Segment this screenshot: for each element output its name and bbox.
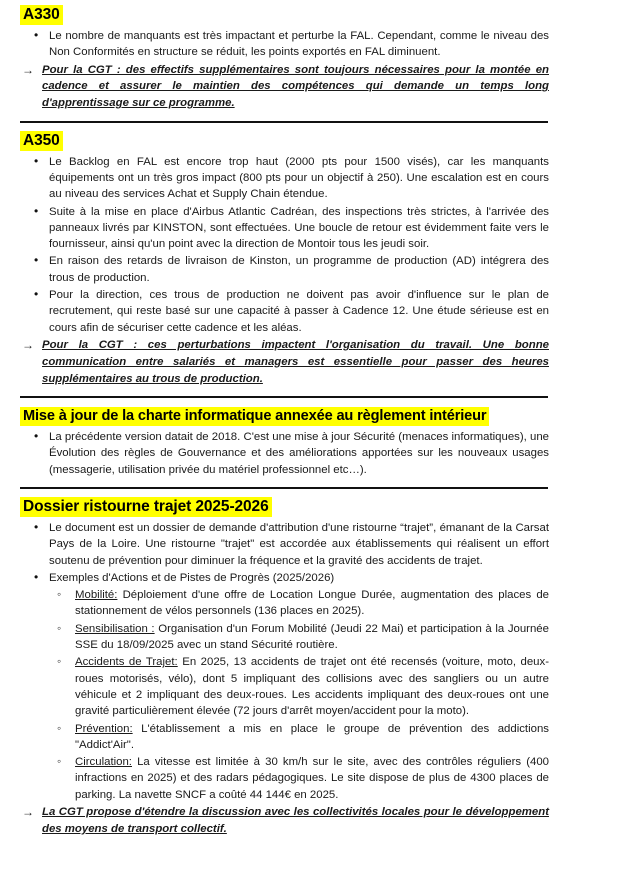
sub-item-text: Organisation d'un Forum Mobilité (Jeudi 22 Mai) et participation à la Journée SSE du 18/09/2025 avec un stand Sécurité routière. (75, 622, 549, 652)
cgt-callout-a350 (22, 337, 549, 387)
section-charte-informatique (20, 407, 549, 489)
section-a350 (20, 132, 549, 398)
sub-item-label: Circulation: (75, 756, 132, 769)
list-item: • En raison des retards de livraison de Kinston, un programme de production (AD) intégrera des trous de production. (20, 253, 549, 286)
section-divider (20, 121, 548, 123)
section-a330 (20, 6, 549, 123)
section-dossier-ristourne (20, 498, 549, 837)
section-heading-charte-text: Mise à jour de la charte informatique annexée au règlement intérieur (20, 407, 489, 426)
sub-item-text: En 2025, 13 accidents de trajet ont été recensés (voiture, moto, deux-roues motorisés, vélo), dont 5 impliquant des collisions avec des sangliers ou un autre véhicule et 2 impliquant des deux-roues. Les accidents impliquant des deux-roues ont une gravité particulièrement élevée (72 jours d'arrêt moyen/accident pour la moto). (75, 656, 549, 718)
sub-item-text: L'établissement a mis en place le groupe de prévention des addictions "Addict'Air". (75, 722, 549, 751)
arrow-right-icon: → (22, 337, 34, 352)
list-item: • Pour la direction, ces trous de production ne doivent pas avoir d'influence sur le plan de recrutement, qui reste basé sur une capacité à passer à Cadence 12. Une étude sérieuse est en cours afin de sécuriser cette cadence et les aléas. (20, 287, 549, 336)
cgt-callout-text: Pour la CGT : ces perturbations impactent l'organisation du travail. Une bonne communication entre salariés et managers est essentielle pour passer des heures supplémentaires au trous de production. (42, 338, 549, 385)
list-item: • Le Backlog en FAL est encore trop haut (2000 pts pour 1500 visés), car les manquants équipements ont un très gros impact (800 pts pour un objectif à 250). Une escalation est en cours au niveau des services Achat et Supply Chain étendue. (20, 154, 549, 203)
list-item: • La précédente version datait de 2018. C'est une mise à jour Sécurité (menaces informatiques), une Évolution des règles de Gouvernance et des améliorations apportées sur les nouveaux usages (messagerie, utilisation privée du matériel professionnel etc…). (20, 429, 549, 478)
bullet-list-ristourne (20, 520, 549, 803)
section-divider (20, 396, 548, 398)
list-item: • Le document est un dossier de demande d'attribution d'une ristourne “trajet”, émanant de la Carsat Pays de la Loire. Une ristourne "trajet" est accordée aux établissements qui réalisent un effort soutenu de prévention pour diminuer la fréquence et la gravité des accidents de trajet. (20, 520, 549, 569)
list-item (49, 754, 549, 803)
section-heading-ristourne (20, 498, 549, 516)
cgt-callout-text: La CGT propose d'étendre la discussion avec les collectivités locales pour le développement des moyens de transport collectif. (42, 806, 549, 835)
section-divider (20, 487, 548, 489)
sub-item-label: Prévention: (75, 722, 133, 735)
list-item (49, 654, 549, 719)
cgt-callout-ristourne (22, 804, 549, 838)
cgt-callout-a330 (22, 62, 549, 112)
section-heading-a330-text: A330 (20, 5, 63, 25)
sub-item-text: Déploiement d'une offre de Location Longue Durée, augmentation des places de stationnement de vélos personnels (136 places en 2025). (75, 589, 549, 618)
list-item: • Suite à la mise en place d'Airbus Atlantic Cadréan, des inspections très strictes, à l'arrivée des panneaux livrés par KINSTON, sont effectuées. Une boucle de retour est évidemment faite vers le fournisseur, ainsi qu'un point avec la direction de Montoir tous les jeudi soir. (20, 204, 549, 253)
section-heading-ristourne-text: Dossier ristourne trajet 2025-2026 (20, 497, 272, 517)
bullet-list-charte (20, 429, 549, 478)
sub-item-label: Mobilité: (75, 589, 118, 602)
sub-item-text: La vitesse est limitée à 30 km/h sur le site, avec des contrôles réguliers (400 infractions en 2025) et des radars pédagogiques. Le site dispose de plus de 4300 places de parking. La navette SNCF a coûté 44 144€ en 2025. (75, 756, 549, 801)
arrow-right-icon: → (22, 805, 34, 820)
sub-item-label: Sensibilisation : (75, 622, 155, 635)
list-item (49, 621, 549, 654)
list-item (20, 570, 549, 803)
list-item (49, 721, 549, 754)
sub-item-label: Accidents de Trajet: (75, 656, 178, 669)
section-heading-a330 (20, 6, 549, 24)
list-item-text: Exemples d'Actions et de Pistes de Progrès (2025/2026) (49, 571, 335, 584)
cgt-callout-text: Pour la CGT : des effectifs supplémentaires sont toujours nécessaires pour la montée en cadence et assurer le maintien des compétences qui demande un temps long d'apprentissage sur ce programme. (42, 63, 549, 110)
bullet-list-a330 (20, 28, 549, 61)
section-heading-a350-text: A350 (20, 131, 63, 151)
bullet-list-a350 (20, 154, 549, 336)
list-item (49, 587, 549, 620)
sub-bullet-list-ristourne (49, 587, 549, 803)
section-heading-a350 (20, 132, 549, 150)
section-heading-charte (20, 407, 549, 425)
arrow-right-icon: → (22, 62, 34, 77)
list-item: • Le nombre de manquants est très impactant et perturbe la FAL. Cependant, comme le niveau des Non Conformités en structure se réduit, les points exportés en FAL diminuent. (20, 28, 549, 61)
